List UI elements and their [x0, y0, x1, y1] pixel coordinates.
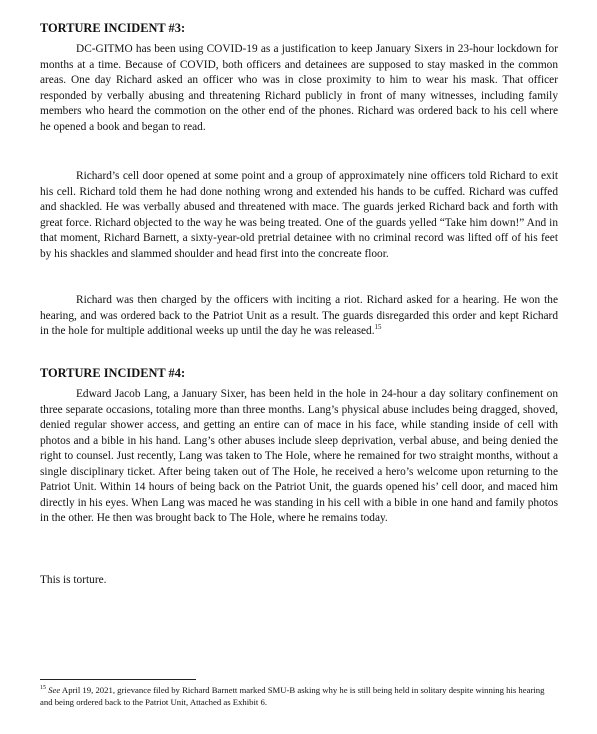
footnote-15: [40, 684, 558, 708]
incident-3-paragraph-2: Richard’s cell door opened at some point and a group of approximately nine officers told Richard to exit his cell. Richard told them he had done nothing wrong and extended his hands to be cuffed. Richard was cuffed and shackled. He was verbally abused and threatened with mace. The guards jerked Richard back and forth with great force. Richard objected to the way he was being treated. One of the guards yelled “Take him down!” And in that moment, Richard Barnett, a sixty-year-old pretrial detainee with no criminal record was lifted off of his feet by his shackles and slammed shoulder and head first into the concreate floor.: [40, 170, 558, 260]
footnote-divider: [40, 679, 196, 680]
incident-4-heading: TORTURE INCIDENT #4:: [40, 366, 186, 380]
footnote-text: April 19, 2021, grievance filed by Richard Barnett marked SMU-B asking why he is still being held in solitary despite winning his hearing and being ordered back to the Patriot Unit, Attached as Exhibit 6.: [40, 685, 545, 707]
incident-4-paragraph-1: Edward Jacob Lang, a January Sixer, has been held in the hole in 24-hour a day solitary confinement on three separate occasions, totaling more than three months. Lang’s physical abuse includes being dragged, shoved, denied regular shower access, and getting an entire can of mace in his face, while standing inside of cell with photos and a bible in his hand. Lang’s other abuses include sleep deprivation, verbal abuse, and being denied the right to counsel. Just recently, Lang was taken to The Hole, where he remained for two straight months, without a single disciplinary ticket. After being taken out of The Hole, he received a hero’s welcome upon returning to the Patriot Unit. Within 14 hours of being back on the Patriot Unit, the guards opened his’ cell door, and maced him directly in his eyes. When Lang was maced he was standing in his cell with a bible in one hand and family photos in the other. He then was brought back to The Hole, where he remains today.: [40, 388, 558, 525]
incident-3-paragraph-1: DC-GITMO has been using COVID-19 as a justification to keep January Sixers in 23-hour lockdown for months at a time. Because of COVID, both officers and detainees are supposed to stay masked in the common areas. One day Richard asked an officer who was in close proximity to him to wear his mask. That officer responded by verbally abusing and threatening Richard publicly in front of many witnesses, including family members who heard the commotion on the other end of the phones. Richard was ordered back to his cell where he opened a book and began to read.: [40, 43, 558, 133]
incident-3-heading: TORTURE INCIDENT #3:: [40, 21, 186, 35]
incident-3-paragraph-3: [40, 293, 558, 340]
footnote-see-signal: See: [48, 685, 61, 695]
footnote-reference: 15: [374, 323, 382, 332]
footnote-number: 15: [40, 685, 46, 692]
closing-statement: This is torture.: [40, 574, 107, 586]
incident-3-paragraph-3-text: Richard was then charged by the officers with inciting a riot. Richard asked for a hearing. He won the hearing, and was ordered back to the Patriot Unit as a result. The guards disregarded this order and kept Richard in the hole for multiple additional weeks up until the day he was released.: [40, 294, 558, 338]
